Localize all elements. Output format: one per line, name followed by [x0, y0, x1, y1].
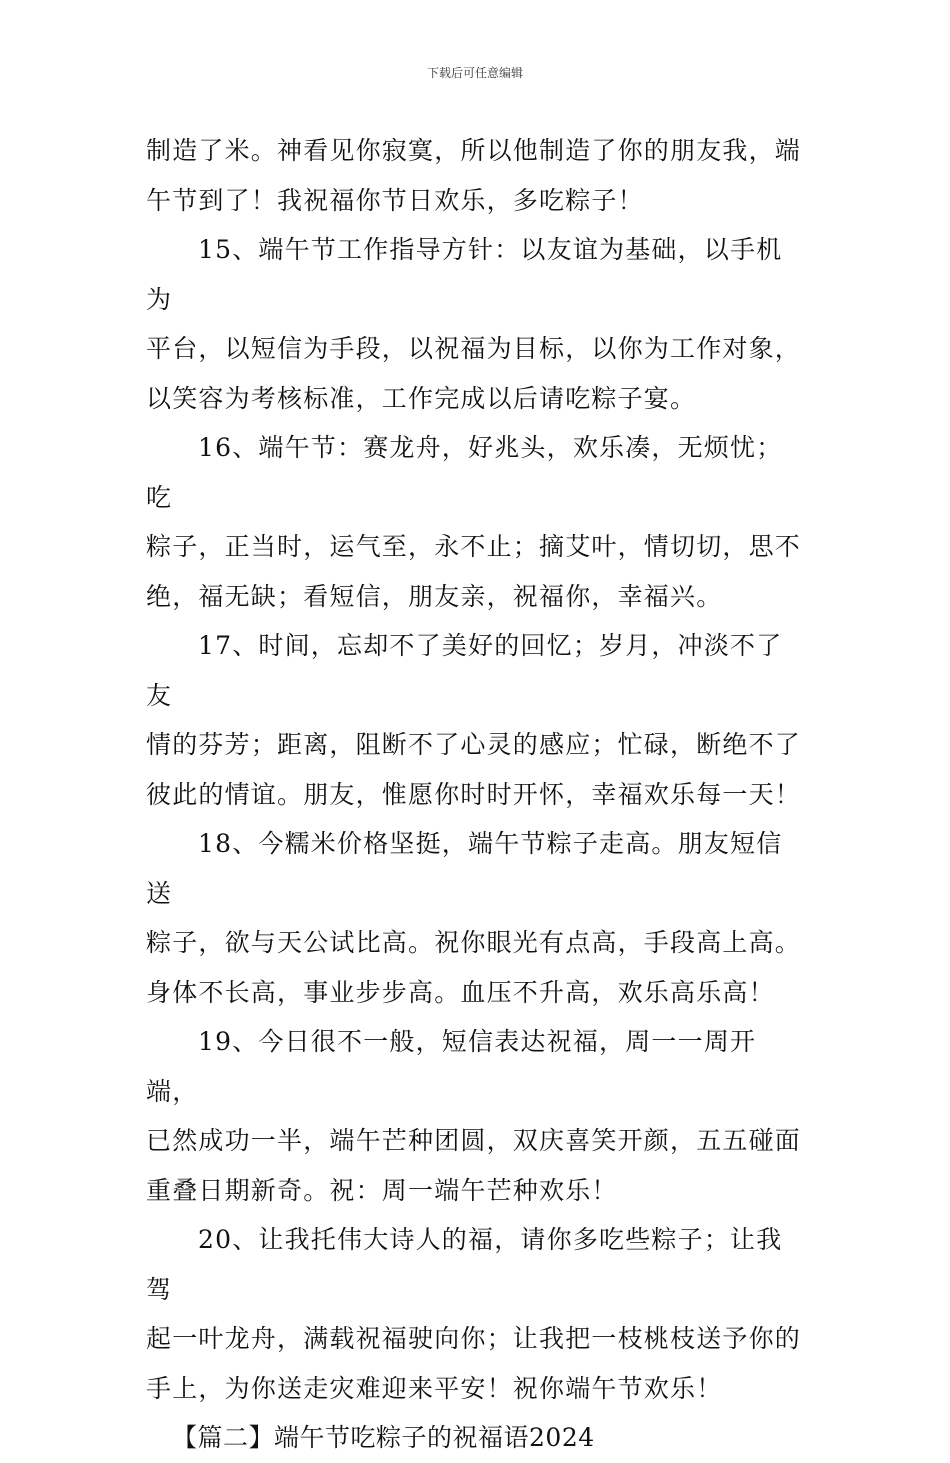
text-line: 绝，福无缺；看短信，朋友亲，祝福你，幸福兴。	[146, 581, 723, 611]
text-line: 起一叶龙舟，满载祝福驶向你；让我把一枝桃枝送予你的	[146, 1324, 802, 1353]
text-line: 17、时间，忘却不了美好的回忆；岁月，冲淡不了友	[146, 631, 783, 710]
text-line: 18、今糯米价格坚挺，端午节粽子走高。朋友短信送	[146, 829, 783, 908]
paragraph-18	[146, 819, 806, 1017]
text-line: 午节到了！我祝福你节日欢乐，多吃粽子！	[146, 185, 644, 215]
text-line: 平台，以短信为手段，以祝福为目标，以你为工作对象，	[146, 334, 802, 363]
text-line: 制造了米。神看见你寂寞，所以他制造了你的朋友我，端	[146, 136, 802, 165]
text-line: 重叠日期新奇。祝：周一端午芒种欢乐！	[146, 1175, 618, 1205]
text-line: 已然成功一半，端午芒种团圆，双庆喜笑开颜，五五碰面	[146, 1126, 802, 1155]
text-line: 以笑容为考核标准，工作完成以后请吃粽子宴。	[146, 383, 697, 413]
paragraph-15	[146, 225, 806, 423]
paragraph-continuation	[146, 126, 806, 225]
text-line: 彼此的情谊。朋友，惟愿你时时开怀，幸福欢乐每一天！	[146, 779, 802, 809]
paragraph-19	[146, 1017, 806, 1215]
text-line: 16、端午节：赛龙舟，好兆头，欢乐凑，无烦忧；吃	[146, 433, 783, 512]
text-line: 粽子，正当时，运气至，永不止；摘艾叶，情切切，思不	[146, 532, 802, 561]
document-body	[146, 126, 806, 1463]
text-line: 20、让我托伟大诗人的福，请你多吃些粽子；让我驾	[146, 1225, 783, 1304]
text-line: 15、端午节工作指导方针：以友谊为基础，以手机为	[146, 235, 783, 314]
paragraph-20	[146, 1215, 806, 1413]
text-line: 粽子，欲与天公试比高。祝你眼光有点高，手段高上高。	[146, 928, 802, 957]
text-line: 身体不长高，事业步步高。血压不升高，欢乐高乐高！	[146, 977, 775, 1007]
text-line: 19、今日很不一般，短信表达祝福，周一一周开端，	[146, 1027, 757, 1106]
paragraph-17	[146, 621, 806, 819]
text-line: 情的芬芳；距离，阻断不了心灵的感应；忙碌，断绝不了	[146, 730, 802, 759]
paragraph-16	[146, 423, 806, 621]
page-header-note: 下载后可任意编辑	[426, 66, 523, 80]
text-line: 手上，为你送走灾难迎来平安！祝你端午节欢乐！	[146, 1373, 723, 1403]
section-heading: 【篇二】端午节吃粽子的祝福语2024	[172, 1423, 595, 1452]
